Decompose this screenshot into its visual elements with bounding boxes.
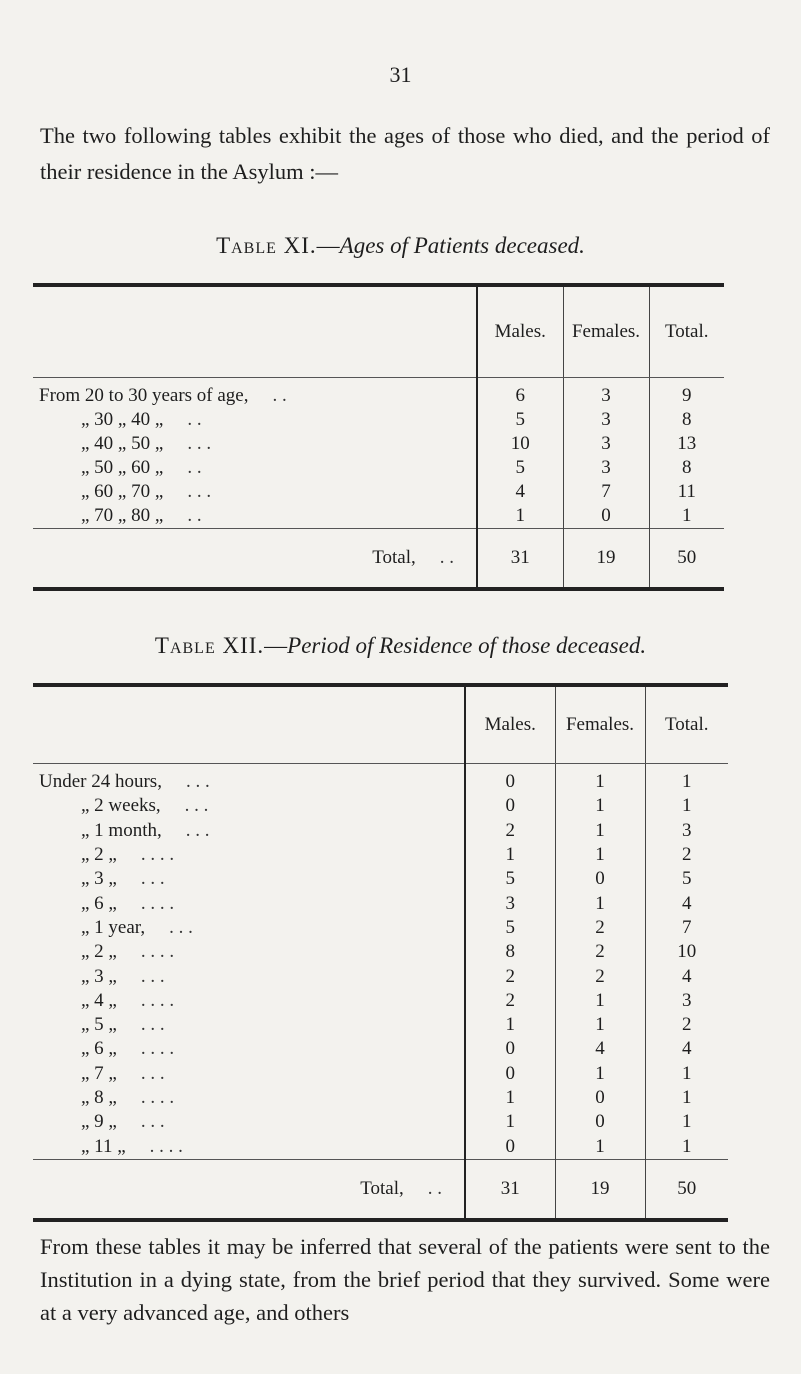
row-label-text: „ 30 „ 40 „ — [81, 409, 164, 430]
row-label — [33, 964, 465, 988]
dot-leader: . . — [187, 409, 202, 430]
table-row — [33, 1134, 728, 1159]
table-xi-body — [33, 378, 724, 590]
cell-males: 0 — [465, 764, 555, 795]
row-label-text: „ 1 year, — [81, 916, 146, 938]
row-label-text: Under 24 hours, — [39, 771, 162, 793]
cell-total: 7 — [645, 916, 728, 940]
table-row — [33, 819, 728, 843]
cell-females: 0 — [555, 1110, 645, 1134]
cell-total: 3 — [645, 989, 728, 1013]
total-label — [33, 1159, 465, 1220]
cell-females: 1 — [555, 989, 645, 1013]
table-row — [33, 989, 728, 1013]
table-xii-caption — [0, 633, 801, 659]
total-total: 50 — [649, 529, 724, 590]
cell-females: 1 — [555, 843, 645, 867]
dot-leader: . . . — [140, 1111, 165, 1133]
dot-leader: . . — [439, 547, 454, 568]
row-label-text: „ 50 „ 60 „ — [81, 457, 164, 478]
row-label — [33, 1037, 465, 1061]
row-label-text: „ 2 „ — [81, 844, 117, 866]
cell-total: 10 — [645, 940, 728, 964]
row-label-text: „ 6 „ — [81, 1038, 117, 1060]
cell-males: 1 — [477, 504, 563, 529]
cell-males: 1 — [465, 1086, 555, 1110]
table-row — [33, 1110, 728, 1134]
table-row — [33, 794, 728, 818]
table-xii-caption-title: Period of Residence of those deceased. — [287, 633, 647, 658]
cell-total: 1 — [645, 1134, 728, 1159]
total-label — [33, 529, 477, 590]
row-label-text: „ 5 „ — [81, 1014, 117, 1036]
cell-males: 5 — [465, 916, 555, 940]
dot-leader: . . . — [140, 1014, 165, 1036]
row-label-text: „ 2 „ — [81, 941, 117, 963]
row-label-text: „ 11 „ — [81, 1135, 126, 1157]
row-label-text: „ 3 „ — [81, 965, 117, 987]
dot-leader: . . . — [140, 1062, 165, 1084]
dot-leader: . . . . — [140, 844, 175, 866]
row-label — [33, 432, 477, 456]
dot-leader: . . . — [185, 819, 210, 841]
intro-paragraph: The two following tables exhibit the ages of those who died, and the period of their residence in the Asylum :— — [40, 123, 770, 184]
row-label-text: „ 70 „ 80 „ — [81, 505, 164, 526]
row-label — [33, 891, 465, 915]
table-row — [33, 1086, 728, 1110]
cell-females: 1 — [555, 1013, 645, 1037]
cell-males: 0 — [465, 1134, 555, 1159]
table-row — [33, 964, 728, 988]
row-label — [33, 1110, 465, 1134]
table-row — [33, 764, 728, 795]
row-label — [33, 940, 465, 964]
cell-males: 1 — [465, 1013, 555, 1037]
cell-females: 7 — [563, 480, 649, 504]
cell-total: 8 — [649, 408, 724, 432]
cell-males: 2 — [465, 964, 555, 988]
total-total: 50 — [645, 1159, 728, 1220]
table-row — [33, 891, 728, 915]
cell-males: 2 — [465, 819, 555, 843]
total-label-text: Total, — [360, 1177, 404, 1199]
cell-total: 8 — [649, 456, 724, 480]
table-row — [33, 1062, 728, 1086]
cell-total: 1 — [645, 1062, 728, 1086]
table-xi-header-row — [33, 285, 724, 378]
cell-females: 3 — [563, 408, 649, 432]
row-label-text: „ 8 „ — [81, 1087, 117, 1108]
cell-males: 5 — [465, 867, 555, 891]
row-label — [33, 378, 477, 409]
cell-total: 11 — [649, 480, 724, 504]
cell-total: 4 — [645, 1037, 728, 1061]
row-label-text: „ 7 „ — [81, 1062, 117, 1084]
cell-males: 4 — [477, 480, 563, 504]
dot-leader: . . . . — [140, 1087, 175, 1108]
table-xi-caption-title: Ages of Patients deceased. — [339, 233, 585, 258]
cell-total: 1 — [649, 504, 724, 529]
table-xi-header-females: Females. — [563, 285, 649, 378]
row-label-text: „ 9 „ — [81, 1111, 117, 1133]
row-label-text: „ 4 „ — [81, 989, 117, 1011]
dot-leader: . . . — [140, 868, 165, 890]
table-xi-caption-prefix: Table XI. — [216, 233, 317, 258]
dot-leader: . . — [427, 1177, 442, 1199]
cell-males: 5 — [477, 456, 563, 480]
row-label-text: „ 60 „ 70 „ — [81, 481, 164, 502]
cell-males: 1 — [465, 843, 555, 867]
cell-females: 0 — [555, 1086, 645, 1110]
table-row — [33, 867, 728, 891]
table-xi-header-blank — [33, 285, 477, 378]
total-row — [33, 529, 724, 590]
cell-females: 1 — [555, 1134, 645, 1159]
table-xi-header-total: Total. — [649, 285, 724, 378]
closing-paragraph: From these tables it may be inferred that several of the patients were sent to the Institution in a dying state, from the brief period that they survived. Some were at a very advanced age, and others — [40, 1234, 770, 1325]
row-label — [33, 819, 465, 843]
row-label — [33, 989, 465, 1013]
dot-leader: . . . — [187, 481, 212, 502]
total-label-text: Total, — [372, 547, 416, 568]
cell-males: 6 — [477, 378, 563, 409]
cell-females: 3 — [563, 378, 649, 409]
table-xi-caption-dash: — — [316, 233, 340, 258]
total-males: 31 — [465, 1159, 555, 1220]
total-females: 19 — [563, 529, 649, 590]
row-label — [33, 867, 465, 891]
dot-leader: . . . — [184, 795, 209, 817]
cell-females: 1 — [555, 794, 645, 818]
total-females: 19 — [555, 1159, 645, 1220]
row-label — [33, 764, 465, 795]
dot-leader: . . . . — [140, 892, 175, 914]
dot-leader: . . . . — [140, 989, 175, 1011]
table-xii-body — [33, 764, 728, 1220]
cell-total: 1 — [645, 764, 728, 795]
cell-females: 2 — [555, 916, 645, 940]
table-row — [33, 432, 724, 456]
dot-leader: . . . — [140, 965, 165, 987]
cell-males: 10 — [477, 432, 563, 456]
row-label-text: From 20 to 30 years of age, — [39, 385, 249, 406]
dot-leader: . . . . — [140, 941, 175, 963]
cell-total: 13 — [649, 432, 724, 456]
cell-total: 1 — [645, 1086, 728, 1110]
row-label — [33, 480, 477, 504]
table-xi-caption — [0, 233, 801, 259]
cell-females: 1 — [555, 819, 645, 843]
table-xii-header-row — [33, 685, 728, 764]
cell-females: 1 — [555, 1062, 645, 1086]
cell-total: 5 — [645, 867, 728, 891]
cell-total: 2 — [645, 1013, 728, 1037]
row-label — [33, 794, 465, 818]
row-label — [33, 1086, 465, 1110]
cell-total: 4 — [645, 964, 728, 988]
cell-females: 0 — [555, 867, 645, 891]
table-row — [33, 480, 724, 504]
cell-males: 1 — [465, 1110, 555, 1134]
cell-females: 4 — [555, 1037, 645, 1061]
dot-leader: . . . . — [140, 1038, 175, 1060]
row-label — [33, 1134, 465, 1159]
table-row — [33, 940, 728, 964]
cell-total: 9 — [649, 378, 724, 409]
table-row — [33, 916, 728, 940]
table-row — [33, 504, 724, 529]
table-xii-caption-prefix: Table XII. — [154, 633, 265, 658]
table-row — [33, 456, 724, 480]
cell-females: 2 — [555, 964, 645, 988]
table-row — [33, 1037, 728, 1061]
dot-leader: . . . — [185, 771, 210, 793]
table-xii-caption-dash: — — [264, 633, 288, 658]
cell-total: 2 — [645, 843, 728, 867]
row-label — [33, 843, 465, 867]
cell-total: 1 — [645, 794, 728, 818]
cell-females: 0 — [563, 504, 649, 529]
table-xii-header-blank — [33, 685, 465, 764]
row-label — [33, 408, 477, 432]
cell-males: 3 — [465, 891, 555, 915]
row-label — [33, 1062, 465, 1086]
row-label-text: „ 1 month, — [81, 819, 162, 841]
dot-leader: . . . . — [149, 1135, 183, 1157]
cell-females: 1 — [555, 891, 645, 915]
row-label — [33, 1013, 465, 1037]
table-xii-header-total: Total. — [645, 685, 728, 764]
dot-leader: . . — [187, 505, 202, 526]
cell-males: 0 — [465, 1062, 555, 1086]
row-label — [33, 916, 465, 940]
cell-males: 8 — [465, 940, 555, 964]
row-label-text: „ 6 „ — [81, 892, 117, 914]
total-row — [33, 1159, 728, 1220]
cell-females: 3 — [563, 432, 649, 456]
table-xii-header-females: Females. — [555, 685, 645, 764]
dot-leader: . . — [187, 457, 202, 478]
dot-leader: . . . — [187, 433, 212, 454]
cell-females: 2 — [555, 940, 645, 964]
cell-males: 5 — [477, 408, 563, 432]
table-xii-header-males: Males. — [465, 685, 555, 764]
row-label-text: „ 3 „ — [81, 868, 117, 890]
table-row — [33, 843, 728, 867]
dot-leader: . . . — [169, 916, 193, 938]
row-label-text: „ 40 „ 50 „ — [81, 433, 164, 454]
cell-females: 3 — [563, 456, 649, 480]
cell-females: 1 — [555, 764, 645, 795]
row-label — [33, 456, 477, 480]
cell-total: 1 — [645, 1110, 728, 1134]
dot-leader: . . — [272, 385, 287, 406]
cell-total: 4 — [645, 891, 728, 915]
cell-males: 0 — [465, 1037, 555, 1061]
table-xii — [33, 683, 728, 1222]
cell-total: 3 — [645, 819, 728, 843]
total-males: 31 — [477, 529, 563, 590]
cell-males: 2 — [465, 989, 555, 1013]
table-xi-header-males: Males. — [477, 285, 563, 378]
row-label — [33, 504, 477, 529]
table-row — [33, 1013, 728, 1037]
table-xi — [33, 283, 724, 591]
cell-males: 0 — [465, 794, 555, 818]
table-row — [33, 378, 724, 409]
page-number: 31 — [389, 62, 412, 87]
row-label-text: „ 2 weeks, — [81, 795, 161, 817]
table-row — [33, 408, 724, 432]
